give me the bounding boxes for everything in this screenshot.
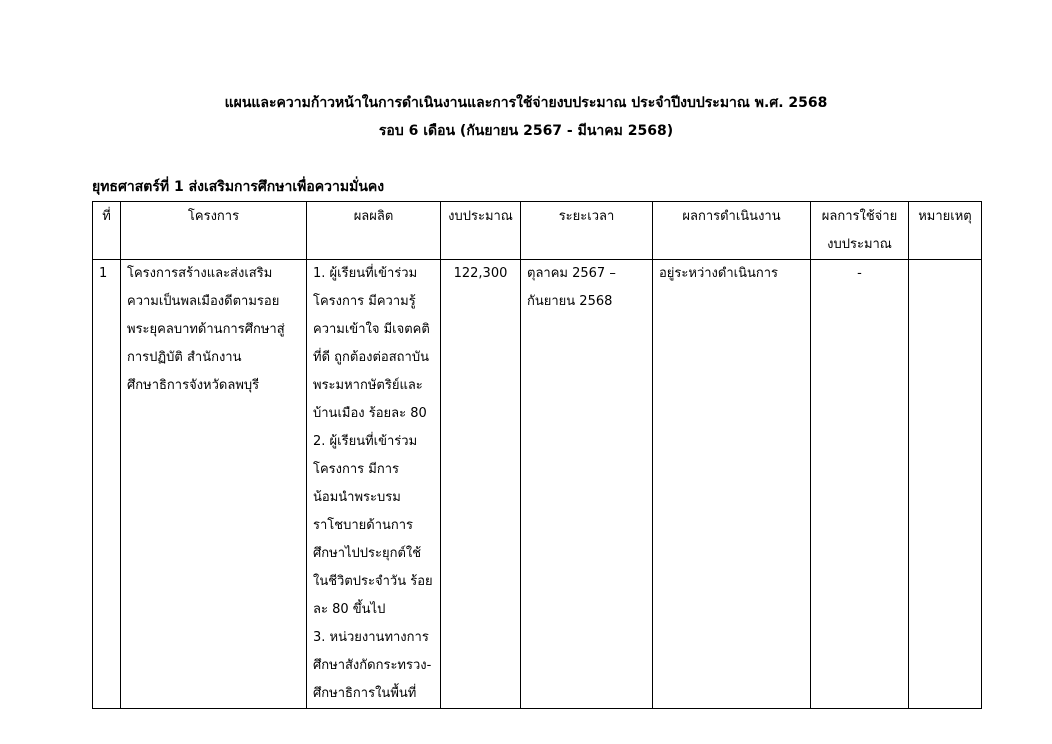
cell-remark — [909, 260, 982, 709]
table-row — [93, 260, 982, 709]
header-budget: งบประมาณ — [441, 202, 521, 260]
header-spending-line1: ผลการใช้จ่าย — [821, 209, 898, 224]
cell-period: ตุลาคม 2567 – กันยายน 2568 — [521, 260, 653, 709]
header-output: ผลผลิต — [307, 202, 441, 260]
header-remark: หมายเหตุ — [909, 202, 982, 260]
cell-project: โครงการสร้างและส่งเสริมความเป็นพลเมืองดีตามรอยพระยุคลบาทด้านการศึกษาสู่การปฏิบัติ สำนักงานศึกษาธิการจังหวัดลพบุรี — [121, 260, 307, 709]
header-spending — [811, 202, 909, 260]
cell-no: 1 — [93, 260, 121, 709]
strategy-heading: ยุทธศาสตร์ที่ 1 ส่งเสริมการศึกษาเพื่อความมั่นคง — [92, 179, 385, 195]
header-no: ที่ — [93, 202, 121, 260]
budget-table — [92, 201, 982, 709]
header-project: โครงการ — [121, 202, 307, 260]
cell-output — [307, 260, 441, 709]
output-item-2: 2. ผู้เรียนที่เข้าร่วมโครงการ มีการน้อมนำพระบรมราโชบายด้านการศึกษาไปประยุกต์ใช้ในชีวิตประจำวัน ร้อยละ 80 ขึ้นไป — [313, 434, 433, 617]
cell-spending: - — [811, 260, 909, 709]
output-item-1: 1. ผู้เรียนที่เข้าร่วมโครงการ มีความรู้ความเข้าใจ มีเจตคติที่ดี ถูกต้องต่อสถาบันพระมหากษัตริย์และบ้านเมือง ร้อยละ 80 — [313, 266, 430, 421]
output-item-3: 3. หน่วยงานทางการศึกษาสังกัดกระทรวง-ศึกษาธิการในพื้นที่ — [313, 630, 432, 701]
document-subtitle: รอบ 6 เดือน (กันยายน 2567 - มีนาคม 2568) — [378, 123, 674, 139]
header-period: ระยะเวลา — [521, 202, 653, 260]
document-title: แผนและความก้าวหน้าในการดำเนินงานและการใช้จ่ายงบประมาณ ประจำปีงบประมาณ พ.ศ. 2568 — [224, 95, 828, 111]
cell-result: อยู่ระหว่างดำเนินการ — [653, 260, 811, 709]
cell-budget: 122,300 — [441, 260, 521, 709]
table-header-row — [93, 202, 982, 260]
header-result: ผลการดำเนินงาน — [653, 202, 811, 260]
header-spending-line2: งบประมาณ — [827, 237, 892, 252]
